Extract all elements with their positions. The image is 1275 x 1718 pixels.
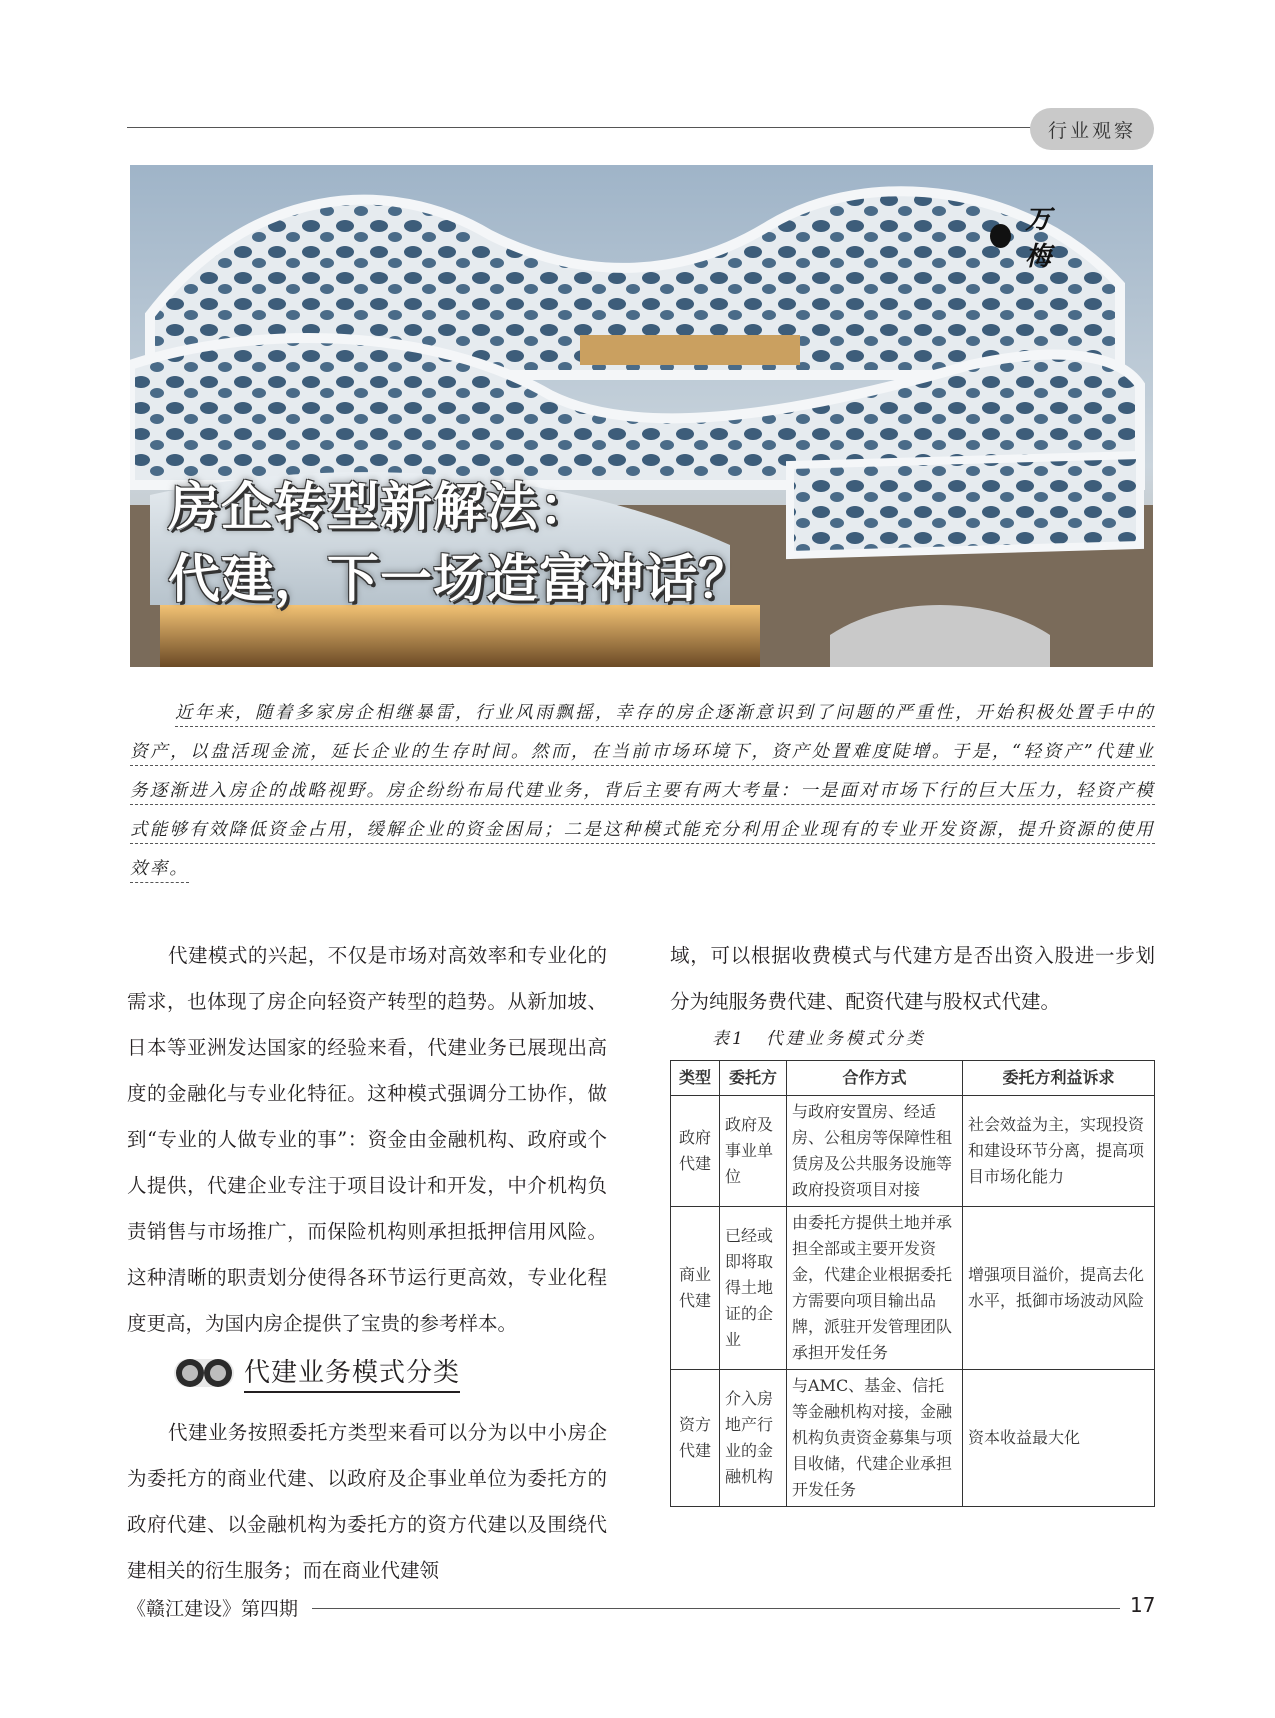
journal-title: 《赣江建设》第四期 (127, 1598, 299, 1620)
table-cell: 增强项目溢价，提高去化水平，抵御市场波动风险 (963, 1207, 1155, 1370)
byline (990, 199, 1153, 273)
author-name: 万 梅 (1025, 205, 1080, 272)
body-paragraph: 代建模式的兴起，不仅是市场对高效率和专业化的需求，也体现了房企向轻资产转型的趋势。从新加坡、日本等亚洲发达国家的经验来看，代建业务已展现出高度的金融化与专业化特征。这种模式强调分工协作，做到“专业的人做专业的事”：资金由金融机构、政府或个人提供，代建企业专注于项目设计和开发，中介机构负责销售与市场推广，而保险机构则承担抵押信用风险。这种清晰的职责划分使得各环节运行更高效，专业化程度更高，为国内房企提供了宝贵的参考样本。 (127, 944, 607, 1335)
body-paragraph: 域，可以根据收费模式与代建方是否出资入股进一步划分为纯服务费代建、配资代建与股权式代建。 (670, 944, 1155, 1013)
abstract-text: 近年来，随着多家房企相继暴雷，行业风雨飘摇，幸存的房企逐渐意识到了问题的严重性，开始积极处置手中的资产，以盘活现金流，延长企业的生存时间。然而，在当前市场环境下，资产处置难度陡增。于是，“轻资产”代建业务逐渐进入房企的战略视野。房企纷纷布局代建业务，背后主要有两大考量：一是面对市场下行的巨大压力，轻资产模式能够有效降低资金占用，缓解企业的资金困局；二是这种模式能充分利用企业现有的专业开发资源，提升资源的使用效率。 (130, 703, 1155, 883)
article-title-line1: 房企转型新解法： (168, 478, 593, 538)
table-row (671, 1207, 1155, 1370)
table-cell: 商业代建 (671, 1207, 720, 1370)
page-number: 17 (1130, 1593, 1156, 1617)
hero-image (130, 165, 1153, 667)
left-column-lower (127, 1410, 607, 1594)
article-title-line2: 代建，下一场造富神话？ (168, 550, 752, 610)
bullet-icon (990, 224, 1011, 248)
table-cell: 与AMC、基金、信托等金融机构对接，金融机构负责资金募集与项目收储，代建企业承担开发任务 (787, 1370, 963, 1507)
table-cell: 政府代建 (671, 1096, 720, 1207)
table-header-cell: 类型 (671, 1061, 720, 1096)
table-cell: 介入房地产行业的金融机构 (720, 1370, 787, 1507)
body-paragraph: 代建业务按照委托方类型来看可以分为以中小房企为委托方的商业代建、以政府及企事业单位为委托方的政府代建、以金融机构为委托方的资方代建以及围绕代建相关的衍生服务；而在商业代建领 (127, 1421, 607, 1582)
table-header-row (671, 1061, 1155, 1096)
table-header-cell: 委托方 (720, 1061, 787, 1096)
table-cell: 与政府安置房、经适房、公租房等保障性租赁房及公共服务设施等政府投资项目对接 (787, 1096, 963, 1207)
header-rule (127, 127, 1032, 128)
table-row (671, 1096, 1155, 1207)
table-header-cell: 合作方式 (787, 1061, 963, 1096)
table-caption: 表1 代建业务模式分类 (712, 1029, 926, 1049)
table-cell: 已经或即将取得土地证的企业 (720, 1207, 787, 1370)
left-column-upper (127, 933, 607, 1347)
abstract (130, 694, 1155, 889)
section-badge: 行业观察 (1030, 108, 1154, 150)
section-heading (172, 1352, 460, 1393)
table-cell: 由委托方提供土地并承担全部或主要开发资金，代建企业根据委托方需要向项目输出品牌，派驻开发管理团队承担开发任务 (787, 1207, 963, 1370)
binoculars-icon (172, 1355, 236, 1391)
table-cell: 资方代建 (671, 1370, 720, 1507)
table-cell: 社会效益为主，实现投资和建设环节分离，提高项目市场化能力 (963, 1096, 1155, 1207)
right-column (670, 933, 1155, 1025)
footer-rule (312, 1608, 1120, 1609)
table-cell: 资本收益最大化 (963, 1370, 1155, 1507)
table-cell: 政府及事业单位 (720, 1096, 787, 1207)
table-row (671, 1370, 1155, 1507)
business-model-table (670, 1060, 1155, 1507)
table-header-cell: 委托方利益诉求 (963, 1061, 1155, 1096)
section-heading-text: 代建业务模式分类 (244, 1352, 460, 1393)
